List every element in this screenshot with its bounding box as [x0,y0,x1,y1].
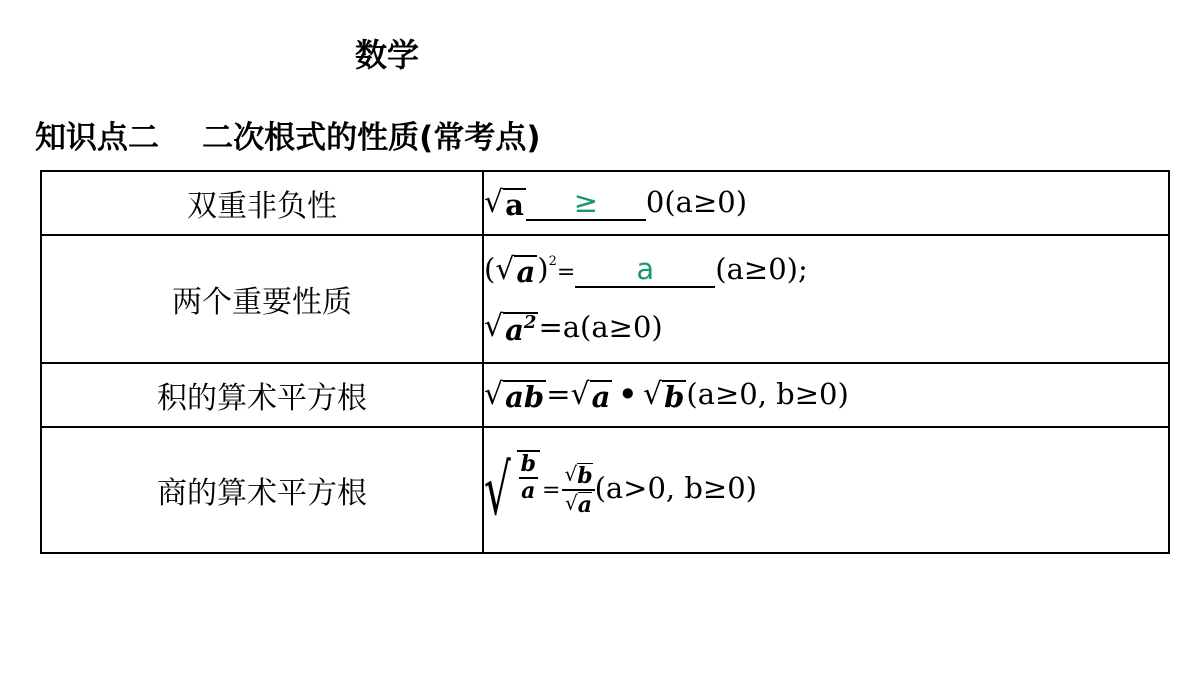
subject-title: 数学 [355,36,420,74]
radical: √ a [495,251,536,289]
property-formula: √ a ≥ 0(a≥0) [483,171,1169,235]
radical: √ a [484,184,524,222]
property-formula: √ $\frac{b}{a}$ = √ b √ a (a>0, b≥0) [483,427,1169,553]
property-name: 两个重要性质 [41,235,483,363]
property-formula: ( √ a )$^2$= a (a≥0); √ $a^2$ =a(a≥0) [483,235,1169,363]
table-row [41,235,1169,363]
radical: √ ab [484,377,545,415]
table-row [41,427,1169,553]
radical: √ b [642,377,685,415]
fill-in-blank: a [575,252,715,288]
table-row [41,363,1169,427]
property-name: 积的算术平方根 [41,363,483,427]
radical: √ $a^2$ [484,309,537,348]
property-name: 商的算术平方根 [41,427,483,553]
properties-table [40,170,1170,554]
radical: √ $\frac{b}{a}$ [484,450,540,530]
table-row [41,171,1169,235]
property-name: 双重非负性 [41,171,483,235]
radical: √ a [570,377,611,415]
fill-in-blank: ≥ [526,185,646,221]
section-title: 知识点二 二次根式的性质(常考点) [35,120,541,156]
property-formula: √ ab = √ a • √ b (a≥0, b≥0) [483,363,1169,427]
fraction: √ b √ a [564,461,593,518]
